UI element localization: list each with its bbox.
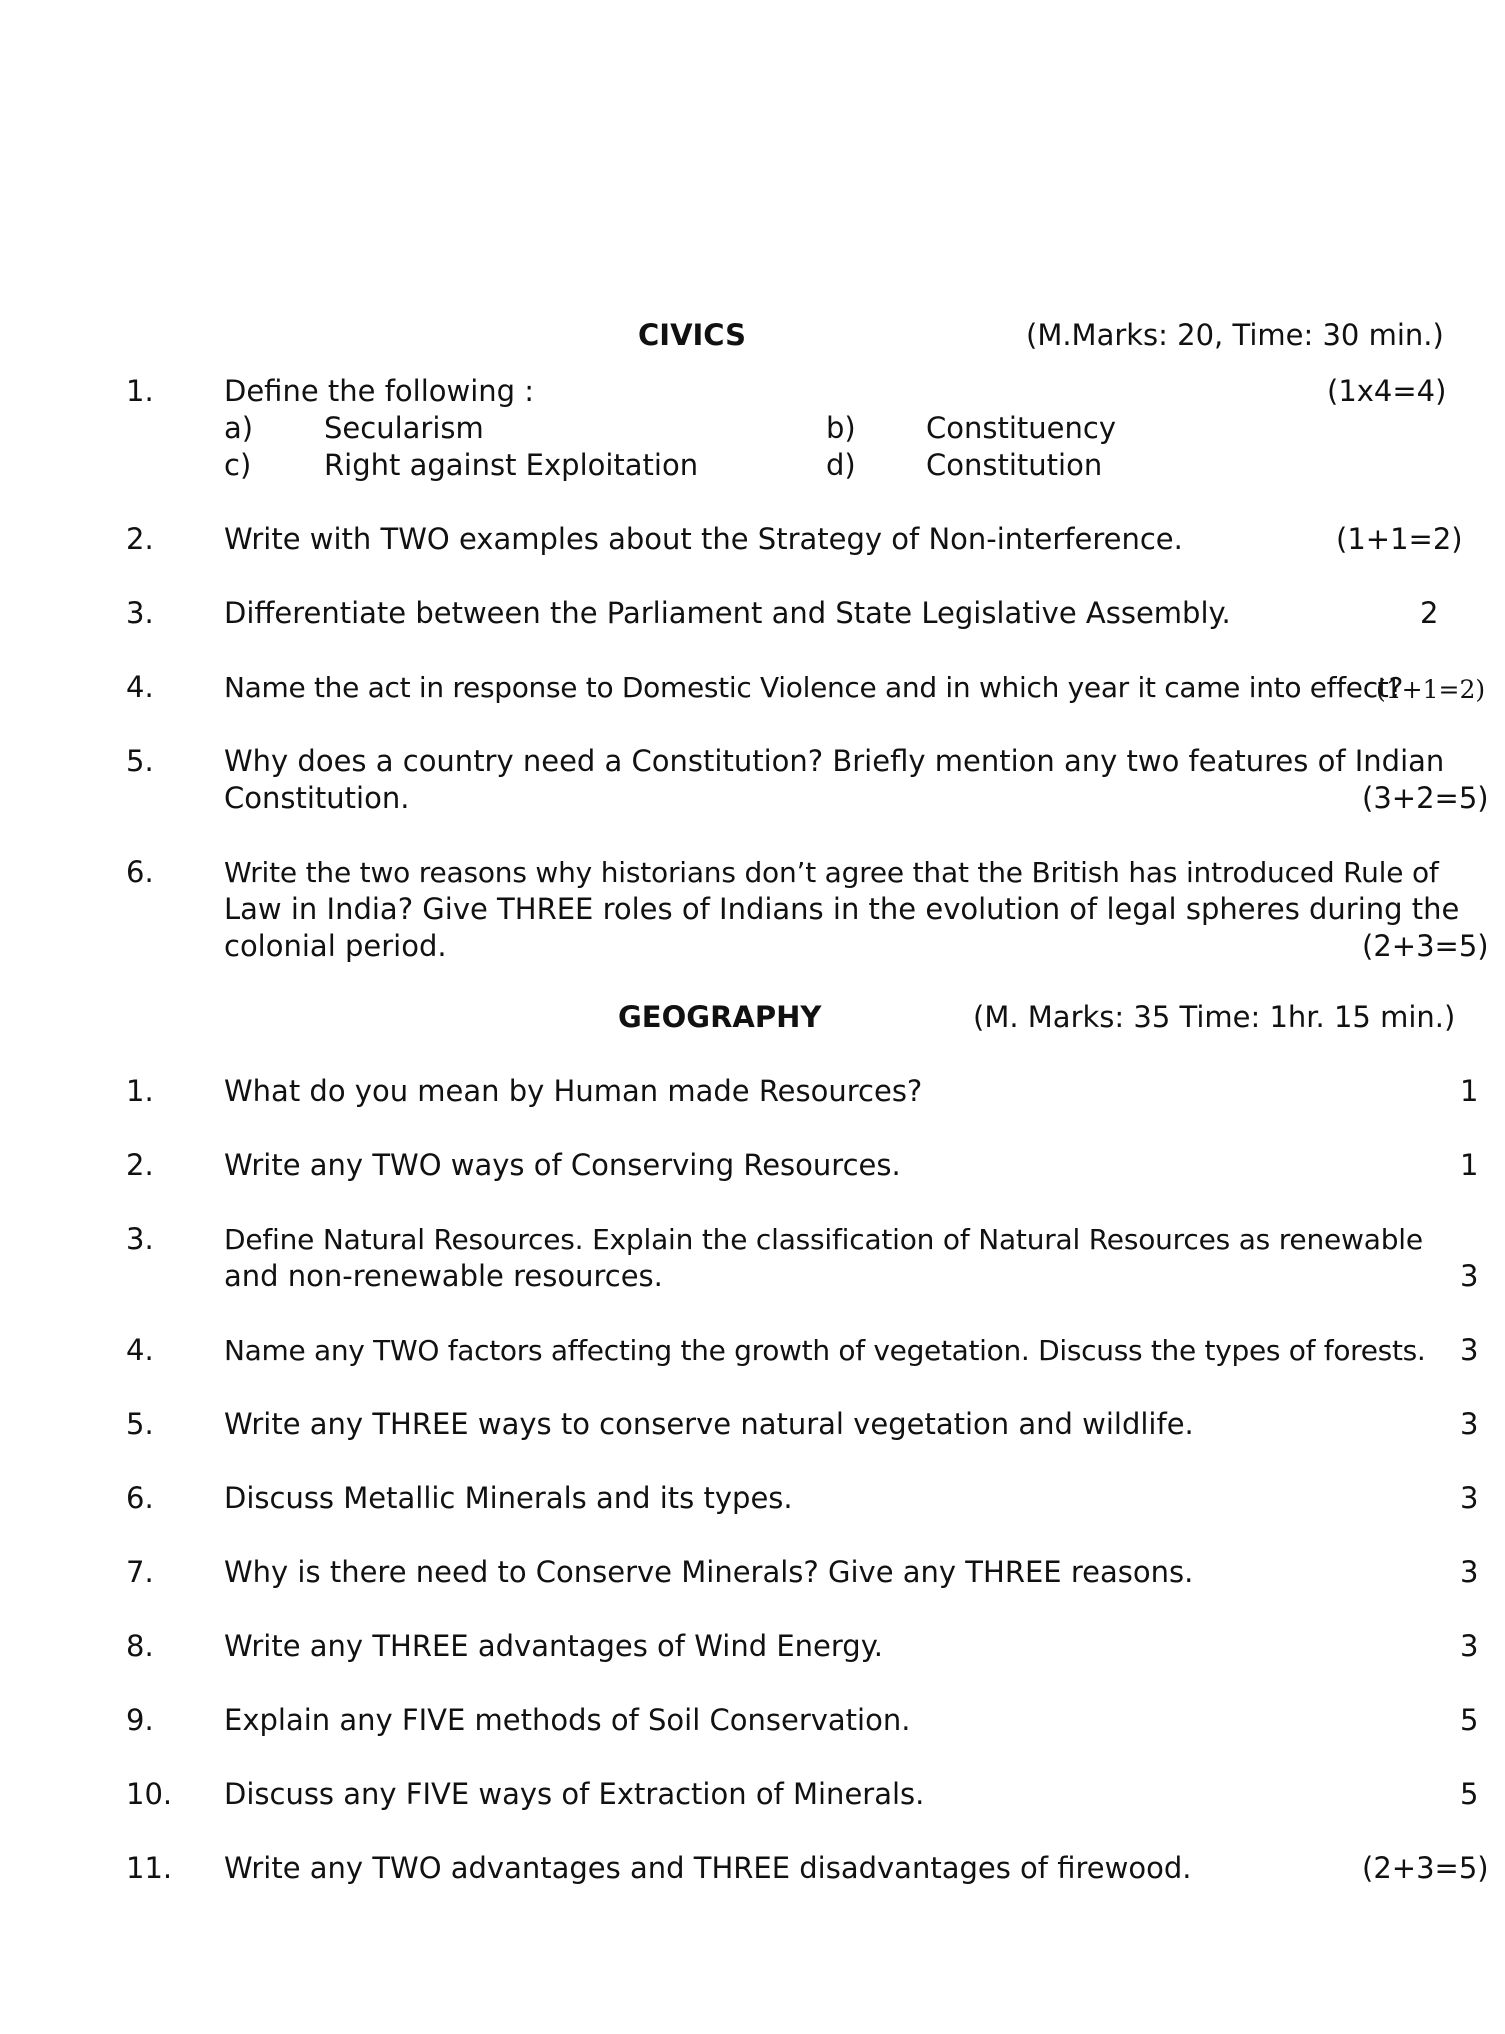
option-text: Constitution — [926, 448, 1103, 482]
question-text: Write any TWO ways of Conserving Resources. — [224, 1148, 901, 1182]
question-text: Write any THREE advantages of Wind Energy. — [224, 1629, 883, 1663]
option-text: Constituency — [926, 411, 1116, 445]
question-marks: (2+3=5) — [1362, 929, 1489, 963]
question-text: Write any TWO advantages and THREE disadvantages of firewood. — [224, 1851, 1192, 1885]
question-marks: (1x4=4) — [1327, 374, 1447, 408]
question-number: 5. — [126, 1407, 154, 1441]
question-marks: (1+1=2) — [1376, 675, 1486, 704]
question-number: 2. — [126, 1148, 154, 1182]
question-text: Name any TWO factors affecting the growth of vegetation. Discuss the types of forests. — [224, 1334, 1426, 1367]
option-text: Right against Exploitation — [324, 448, 699, 482]
option-letter: b) — [826, 411, 856, 445]
civics-meta: (M.Marks: 20, Time: 30 min.) — [1026, 318, 1444, 352]
question-marks: 1 — [1460, 1074, 1479, 1108]
geography-meta: (M. Marks: 35 Time: 1hr. 15 min.) — [973, 1000, 1456, 1034]
question-text: Law in India? Give THREE roles of Indians in the evolution of legal spheres during the — [224, 892, 1460, 926]
option-text: Secularism — [324, 411, 484, 445]
question-number: 11. — [126, 1851, 173, 1885]
geography-title: GEOGRAPHY — [618, 1000, 822, 1034]
question-text: Write the two reasons why historians don’t agree that the British has introduced Rule of — [224, 856, 1439, 889]
question-number: 5. — [126, 744, 154, 778]
question-marks: 3 — [1460, 1629, 1479, 1663]
question-marks: (3+2=5) — [1362, 781, 1489, 815]
option-letter: d) — [826, 448, 856, 482]
question-marks: (1+1=2) — [1336, 522, 1463, 556]
question-text: Constitution. — [224, 781, 410, 815]
question-number: 4. — [126, 1333, 154, 1367]
question-number: 6. — [126, 1481, 154, 1515]
question-text: colonial period. — [224, 929, 447, 963]
question-number: 8. — [126, 1629, 154, 1663]
question-text: What do you mean by Human made Resources? — [224, 1074, 923, 1108]
question-text: Write any THREE ways to conserve natural vegetation and wildlife. — [224, 1407, 1194, 1441]
question-number: 3. — [126, 1222, 154, 1256]
question-number: 7. — [126, 1555, 154, 1589]
question-marks: 1 — [1460, 1148, 1479, 1182]
question-text: Discuss any FIVE ways of Extraction of Minerals. — [224, 1777, 925, 1811]
question-marks: 3 — [1460, 1333, 1479, 1367]
question-marks: 2 — [1420, 596, 1439, 630]
question-text: Define the following : — [224, 374, 535, 408]
question-text: Differentiate between the Parliament and State Legislative Assembly. — [224, 596, 1231, 630]
question-text: Discuss Metallic Minerals and its types. — [224, 1481, 793, 1515]
question-marks: 3 — [1460, 1555, 1479, 1589]
question-number: 9. — [126, 1703, 154, 1737]
option-letter: a) — [224, 411, 254, 445]
question-text: Why is there need to Conserve Minerals? Give any THREE reasons. — [224, 1555, 1194, 1589]
question-number: 1. — [126, 374, 154, 408]
question-number: 4. — [126, 670, 154, 704]
question-number: 2. — [126, 522, 154, 556]
question-text: Write with TWO examples about the Strategy of Non-interference. — [224, 522, 1183, 556]
question-marks: 5 — [1460, 1703, 1479, 1737]
question-number: 3. — [126, 596, 154, 630]
question-number: 1. — [126, 1074, 154, 1108]
question-marks: (2+3=5) — [1362, 1851, 1489, 1885]
civics-title: CIVICS — [638, 318, 747, 352]
question-marks: 3 — [1460, 1259, 1479, 1293]
question-text: Explain any FIVE methods of Soil Conservation. — [224, 1703, 911, 1737]
question-number: 6. — [126, 855, 154, 889]
question-text: and non-renewable resources. — [224, 1259, 663, 1293]
question-marks: 3 — [1460, 1407, 1479, 1441]
question-marks: 5 — [1460, 1777, 1479, 1811]
question-text: Why does a country need a Constitution? Briefly mention any two features of Indian — [224, 744, 1445, 778]
question-text: Name the act in response to Domestic Violence and in which year it came into effect? — [224, 671, 1404, 704]
question-number: 10. — [126, 1777, 173, 1811]
option-letter: c) — [224, 448, 252, 482]
question-marks: 3 — [1460, 1481, 1479, 1515]
question-text: Define Natural Resources. Explain the classification of Natural Resources as renewable — [224, 1223, 1423, 1256]
